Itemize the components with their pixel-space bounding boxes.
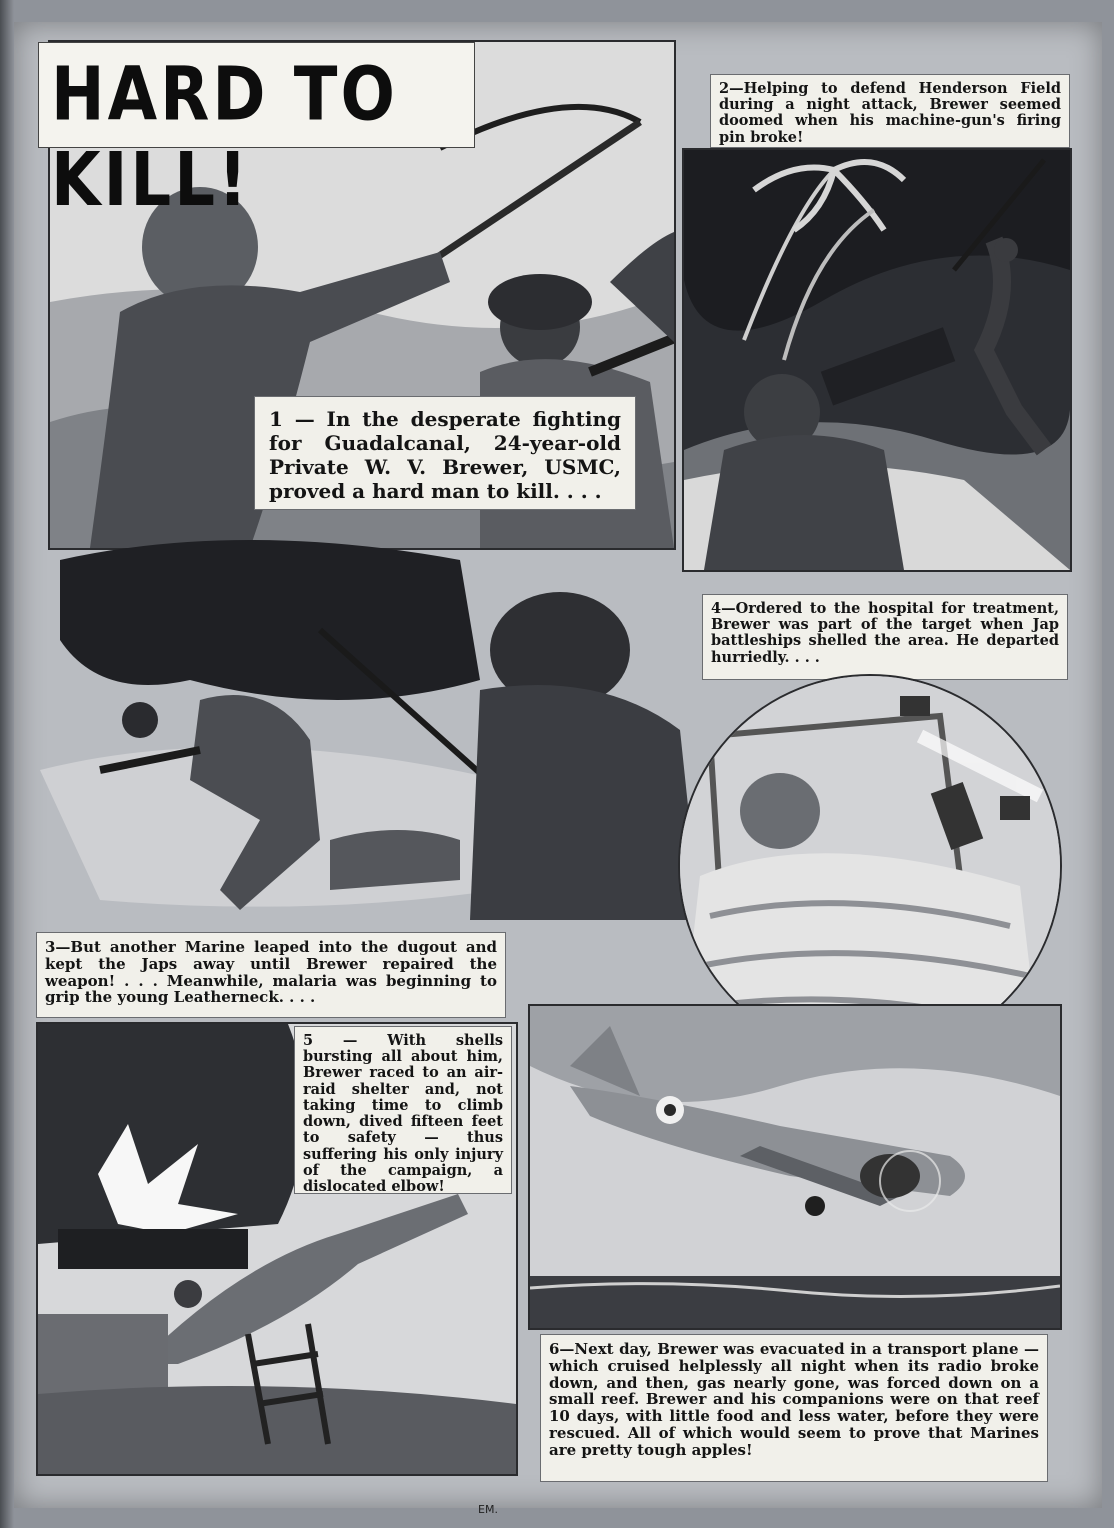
page-gutter [0, 0, 14, 1528]
caption-1: 1 — In the desperate fighting for Guadalcanal, 24-year-old Private W. V. Brewer, USMC, proved a hard man to kill. . . . [254, 396, 636, 510]
panel-6-illustration [528, 1004, 1062, 1330]
caption-6: 6—Next day, Brewer was evacuated in a transport plane — which cruised helplessly all night when its radio broke down, and then, gas nearly gone, was forced down on a small reef. Brewer and his companions were on that reef 10 days, with little food and less water, before they were rescued. All of which would seem to prove that Marines are pretty tough apples! [540, 1334, 1048, 1482]
artist-signature: EM. [478, 1503, 498, 1516]
caption-4: 4—Ordered to the hospital for treatment, Brewer was part of the target when Jap battleships shelled the area. He departed hurriedly. . . . [702, 594, 1068, 680]
panel-3-illustration [40, 520, 700, 920]
panel-2-illustration [682, 148, 1072, 572]
caption-2: 2—Helping to defend Henderson Field during a night attack, Brewer seemed doomed when his machine-gun's firing pin broke! [710, 74, 1070, 148]
title-box [38, 42, 475, 224]
panel-4-illustration [678, 674, 1062, 1058]
caption-5: 5 — With shells bursting all about him, Brewer raced to an air-raid shelter and, not taking time to climb down, dived fifteen feet to safety — thus suffering his only injury of the campaign, a dislocated elbow! [294, 1026, 512, 1194]
page-title: HARD TO KILL! [51, 53, 398, 224]
caption-3: 3—But another Marine leaped into the dugout and kept the Japs away until Brewer repaired the weapon! . . . Meanwhile, malaria was beginning to grip the young Leatherneck. . . . [36, 932, 506, 1018]
